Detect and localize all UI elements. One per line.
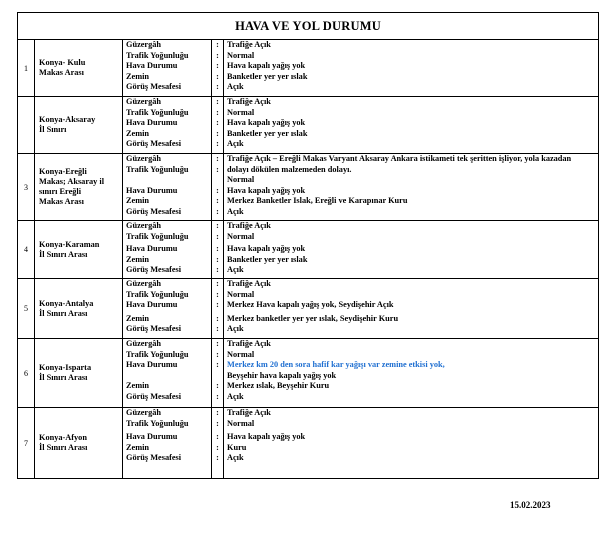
field-traffic-label: Trafik Yoğunluğu — [126, 50, 189, 60]
document-date: 15.02.2023 — [510, 500, 551, 510]
field-visibility-label: Görüş Mesafesi — [126, 82, 182, 91]
colon-column: : : : : : — [212, 339, 224, 408]
row-number: 5 — [18, 279, 35, 339]
value-surface: Banketler yer yer ıslak — [227, 71, 308, 81]
table-row — [18, 408, 599, 479]
row-number: 1 — [18, 40, 35, 97]
table-row — [18, 97, 599, 154]
field-values: Trafiğe Açık Normal Merkez Hava kapalı yağış yok, Seydişehir Açık Merkez banketler yer yer ıslak, Seydişehir Kuru Açık — [224, 279, 599, 339]
title-row — [18, 13, 599, 40]
route-name: Konya-Karaman İl Sınırı Arası — [35, 221, 123, 279]
table-row — [18, 279, 599, 339]
value-weather: Hava kapalı yağış yok — [227, 61, 306, 70]
field-values: Trafiğe Açık Normal Merkez km 20 den sora hafif kar yağışı var zemine etkisi yok, Beyşehir hava kapalı yağış yok Merkez ıslak, Beyşehir Kuru Açık — [224, 339, 599, 408]
route-name: Konya-Isparta İl Sınırı Arası — [35, 339, 123, 408]
road-weather-table — [17, 12, 599, 479]
table-row — [18, 339, 599, 408]
field-labels: Güzergâh Trafik Yoğunluğu Hava Durumu Zemin Görüş Mesafesi — [123, 339, 212, 408]
field-route-label: Güzergâh — [126, 40, 162, 49]
route-name: Konya-Aksaray İl Sınırı — [35, 97, 123, 154]
colon-column: : : : : : — [212, 279, 224, 339]
value-route: Trafiğe Açık – Ereğli Makas Varyant Aksaray Ankara istikameti tek şeritten işliyor, yola kazadan dolayı dökülen malzemeden dolayı. — [227, 154, 572, 174]
colon-column: : : : : : — [212, 221, 224, 279]
field-labels: Güzergâh Trafik Yoğunluğu Hava Durumu Zemin Görüş Mesafesi — [123, 221, 212, 279]
row-number — [18, 97, 35, 154]
field-values: Trafiğe Açık – Ereğli Makas Varyant Aksaray Ankara istikameti tek şeritten işliyor, yola kazadan dolayı dökülen malzemeden dolayı. Normal Hava kapalı yağış yok Merkez Banketler Islak, Ereğli ve Karapınar Kuru Açık — [224, 154, 599, 221]
value-visibility: Açık — [227, 82, 244, 91]
field-values: Trafiğe Açık Normal Hava kapalı yağış yok Banketler yer yer ıslak Açık — [224, 221, 599, 279]
field-weather-label: Hava Durumu — [126, 61, 178, 70]
table-row — [18, 40, 599, 97]
field-labels: Güzergâh Trafik Yoğunluğu Hava Durumu Zemin Görüş Mesafesi — [123, 97, 212, 154]
colon-column: : : : : : — [212, 154, 224, 221]
table-title: HAVA VE YOL DURUMU — [18, 13, 599, 40]
field-values — [224, 40, 599, 97]
colon-column: : : : : : — [212, 97, 224, 154]
field-surface-label: Zemin — [126, 71, 150, 81]
value-route: Trafiğe Açık — [227, 40, 271, 49]
colon-column: : : : : : — [212, 408, 224, 479]
field-labels — [123, 40, 212, 97]
row-number: 6 — [18, 339, 35, 408]
field-values: Trafiğe Açık Normal Hava kapalı yağış yok Banketler yer yer ıslak Açık — [224, 97, 599, 154]
table-row — [18, 221, 599, 279]
field-labels: Güzergâh Trafik Yoğunluğu Hava Durumu Zemin Görüş Mesafesi — [123, 408, 212, 479]
row-number: 7 — [18, 408, 35, 479]
route-name: Konya-Ereğli Makas; Aksaray il sınırı Ereğli Makas Arası — [35, 154, 123, 221]
value-traffic: Normal — [227, 50, 255, 60]
route-name: Konya- Kulu Makas Arası — [35, 40, 123, 97]
table-row — [18, 154, 599, 221]
field-labels: Güzergâh Trafik Yoğunluğu Hava Durumu Zemin Görüş Mesafesi — [123, 279, 212, 339]
row-number: 3 — [18, 154, 35, 221]
route-name: Konya-Afyon İl Sınırı Arası — [35, 408, 123, 479]
field-values: Trafiğe Açık Normal Hava kapalı yağış yok Kuru Açık — [224, 408, 599, 479]
route-name: Konya-Antalya İl Sınırı Arası — [35, 279, 123, 339]
colon-column: : : : : : — [212, 40, 224, 97]
row-number: 4 — [18, 221, 35, 279]
field-labels: Güzergâh Trafik Yoğunluğu Hava Durumu Zemin Görüş Mesafesi — [123, 154, 212, 221]
snow-notice: Merkez km 20 den sora hafif kar yağışı var zemine etkisi yok, — [227, 360, 445, 369]
